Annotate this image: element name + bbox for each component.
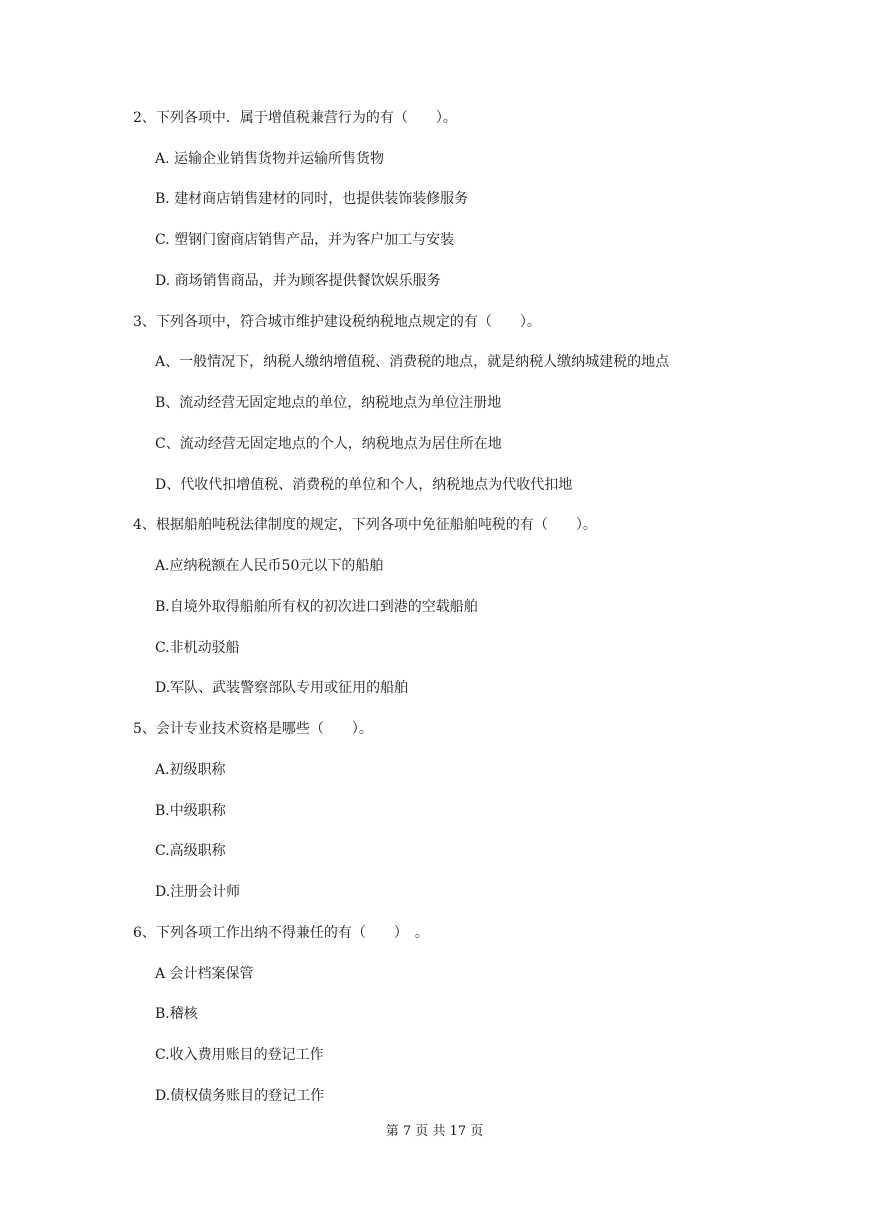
question-5-option-d: D.注册会计师 [155,884,241,900]
question-2-option-c: C. 塑钢门窗商店销售产品，并为客户加工与安装 [155,232,455,248]
question-6-stem: 6、下列各项工作出纳不得兼任的有（ ） 。 [133,925,429,941]
question-6-option-d: D.债权债务账目的登记工作 [155,1088,325,1104]
question-3-option-c: C、流动经营无固定地点的个人，纳税地点为居住所在地 [155,436,502,452]
question-2-option-b: B. 建材商店销售建材的同时，也提供装饰装修服务 [155,191,469,207]
question-4-option-d: D.军队、武装警察部队专用或征用的船舶 [155,680,409,696]
question-3-stem: 3、下列各项中，符合城市维护建设税纳税地点规定的有（ ）。 [133,314,541,330]
question-4-option-a: A.应纳税额在人民币50元以下的船舶 [155,558,384,574]
question-3-option-d: D、代收代扣增值税、消费税的单位和个人，纳税地点为代收代扣地 [155,477,573,493]
question-2-stem: 2、下列各项中．属于增值税兼营行为的有（ ）。 [133,110,457,126]
question-2-option-d: D. 商场销售商品，并为顾客提供餐饮娱乐服务 [155,273,441,289]
question-2-option-a: A. 运输企业销售货物并运输所售货物 [155,151,385,167]
page-number-footer: 第 7 页 共 17 页 [385,1124,484,1139]
question-6-option-c: C.收入费用账目的登记工作 [155,1047,324,1063]
question-5-option-c: C.高级职称 [155,843,226,859]
question-6-option-b: B.稽核 [155,1006,198,1022]
question-6-option-a: A 会计档案保管 [155,966,254,982]
question-5-stem: 5、会计专业技术资格是哪些（ ）。 [133,721,373,737]
question-4-stem: 4、根据船舶吨税法律制度的规定，下列各项中免征船舶吨税的有（ ）。 [133,517,597,533]
question-4-option-c: C.非机动驳船 [155,640,240,656]
question-4-option-b: B.自境外取得船舶所有权的初次进口到港的空载船舶 [155,599,478,615]
question-3-option-a: A、一般情况下，纳税人缴纳增值税、消费税的地点，就是纳税人缴纳城建税的地点 [155,354,670,370]
question-5-option-b: B.中级职称 [155,803,226,819]
question-3-option-b: B、流动经营无固定地点的单位，纳税地点为单位注册地 [155,395,502,411]
question-5-option-a: A.初级职称 [155,762,226,778]
